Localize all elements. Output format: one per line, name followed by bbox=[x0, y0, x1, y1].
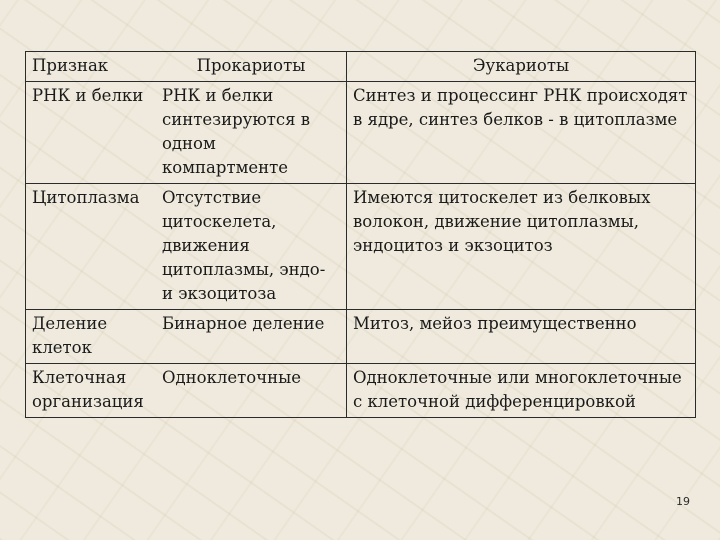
row-eukaryotes: Одноклеточные или многоклеточные с клеточной дифференцировкой bbox=[347, 364, 696, 418]
row-eukaryotes: Митоз, мейоз преимущественно bbox=[347, 310, 696, 364]
table-header-row bbox=[26, 52, 696, 82]
table-row bbox=[26, 364, 696, 418]
header-feature: Признак bbox=[26, 52, 156, 82]
row-prokaryotes: Одноклеточные bbox=[156, 364, 347, 418]
row-prokaryotes: Бинарное деление bbox=[156, 310, 347, 364]
comparison-table bbox=[25, 51, 696, 418]
table-row bbox=[26, 184, 696, 310]
row-feature: Деление клеток bbox=[26, 310, 156, 364]
table-row bbox=[26, 310, 696, 364]
row-feature: РНК и белки bbox=[26, 82, 156, 184]
row-prokaryotes: Отсутствие цитоскелета, движения цитоплазмы, эндо- и экзоцитоза bbox=[156, 184, 347, 310]
row-eukaryotes: Имеются цитоскелет из белковых волокон, движение цитоплазмы, эндоцитоз и экзоцитоз bbox=[347, 184, 696, 310]
header-eukaryotes: Эукариоты bbox=[347, 52, 696, 82]
row-prokaryotes: РНК и белки синтезируются в одном компартменте bbox=[156, 82, 347, 184]
row-feature: Клеточная организация bbox=[26, 364, 156, 418]
row-feature: Цитоплазма bbox=[26, 184, 156, 310]
table-row bbox=[26, 82, 696, 184]
row-eukaryotes: Синтез и процессинг РНК происходят в ядре, синтез белков - в цитоплазме bbox=[347, 82, 696, 184]
page-number: 19 bbox=[676, 495, 690, 508]
header-prokaryotes: Прокариоты bbox=[156, 52, 347, 82]
